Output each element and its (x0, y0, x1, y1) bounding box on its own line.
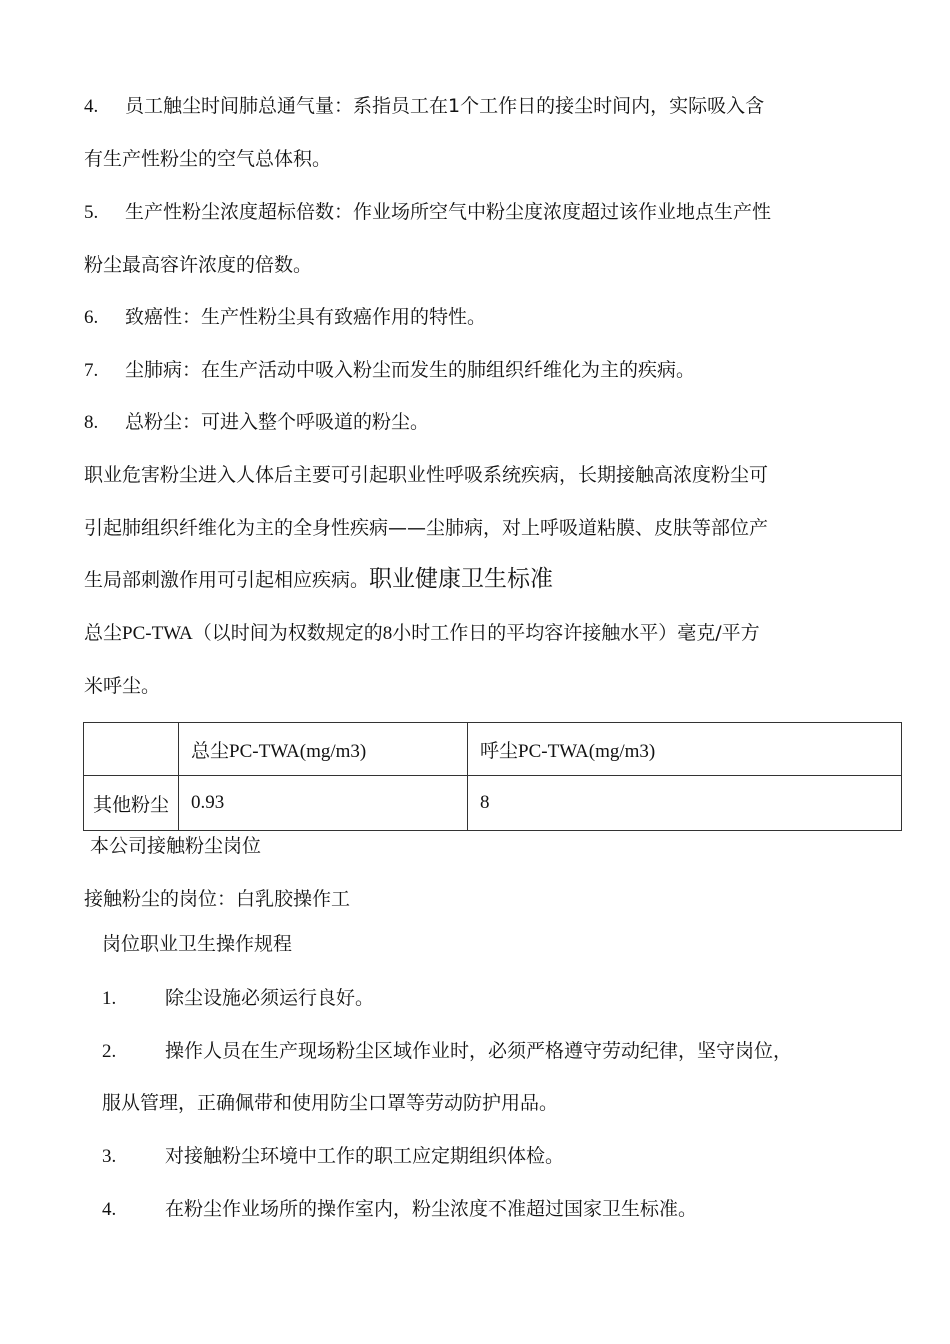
definition-text: 生产性粉尘浓度超标倍数：作业场所空气中粉尘度浓度超过该作业地点生产性 (125, 201, 772, 223)
header-cjk: 总尘 (191, 739, 230, 762)
definition-4-line-1 (84, 93, 764, 120)
pctwa-abbrev: PC-TWA (122, 623, 193, 644)
header-cjk: 呼尘 (480, 739, 519, 762)
hazard-paragraph-line-2: 引起肺组织纤维化为主的全身性疾病——尘肺病，对上呼吸道粘膜、皮肤等部位产 (84, 517, 769, 539)
dust-positions: 接触粉尘的岗位：白乳胶操作工 (84, 888, 351, 910)
procedure-text: 在粉尘作业场所的操作室内，粉尘浓度不准超过国家卫生标准。 (165, 1198, 698, 1220)
pctwa-text-c: （以时间为权数规定的 (192, 622, 383, 644)
procedure-1 (102, 985, 374, 1012)
procedure-text: 对接触粉尘环境中工作的职工应定期组织体检。 (165, 1145, 565, 1167)
pctwa-paragraph-line-1 (84, 620, 760, 647)
procedure-4 (102, 1196, 697, 1223)
definition-number: 6. (84, 307, 99, 328)
procedures-title: 岗位职业卫生操作规程 (102, 933, 293, 955)
procedure-number: 4. (102, 1199, 117, 1220)
procedure-number: 1. (102, 988, 117, 1009)
definition-7 (84, 357, 695, 384)
section-heading-health-standard: 职业健康卫生标准 (369, 566, 554, 592)
row-label: 其他粉尘 (84, 776, 179, 831)
definition-text: 总粉尘：可进入整个呼吸道的粉尘。 (125, 411, 430, 433)
header-latin: PC-TWA(mg/m3) (518, 740, 656, 762)
definition-5-line-1 (84, 199, 771, 226)
procedure-text: 操作人员在生产现场粉尘区域作业时，必须严格遵守劳动纪律，坚守岗位， (165, 1040, 793, 1062)
procedure-text: 除尘设施必须运行良好。 (165, 987, 375, 1009)
header-latin: PC-TWA(mg/m3) (229, 740, 367, 762)
pctwa-text-e: 小时工作日的平均容许接触水平）毫克/平方 (392, 622, 760, 644)
definition-number: 4. (84, 96, 99, 117)
definition-number: 7. (84, 360, 99, 381)
pctwa-text-a: 总尘 (84, 622, 123, 644)
table-header-respirable-dust (468, 723, 902, 776)
hazard-paragraph-line-1: 职业危害粉尘进入人体后主要可引起职业性呼吸系统疾病，长期接触高浓度粉尘可 (84, 464, 769, 486)
total-dust-value: 0.93 (179, 776, 468, 831)
dust-standard-table (83, 722, 902, 831)
table-header-empty (84, 723, 179, 776)
definition-number: 5. (84, 202, 99, 223)
pctwa-hours: 8 (382, 623, 393, 644)
definition-number: 8. (84, 412, 99, 433)
definition-6 (84, 304, 486, 331)
procedure-3 (102, 1143, 564, 1170)
table-row (84, 776, 902, 831)
table-header-total-dust (179, 723, 468, 776)
definition-5-line-2: 粉尘最高容许浓度的倍数。 (84, 254, 313, 276)
company-section-title: 本公司接触粉尘岗位 (90, 835, 262, 857)
definition-text: 致癌性：生产性粉尘具有致癌作用的特性。 (125, 306, 487, 328)
hazard-paragraph-text: 生局部刺激作用可引起相应疾病。 (84, 569, 370, 591)
definition-4-line-2: 有生产性粉尘的空气总体积。 (84, 148, 332, 170)
hazard-paragraph-line-3 (84, 566, 553, 593)
procedure-2-line-1 (102, 1038, 792, 1065)
procedure-number: 3. (102, 1146, 117, 1167)
definition-text: 员工触尘时间肺总通气量：系指员工在1个工作日的接尘时间内，实际吸入含 (125, 95, 765, 117)
table-header-row (84, 723, 902, 776)
definition-8 (84, 409, 429, 436)
procedure-number: 2. (102, 1041, 117, 1062)
respirable-dust-value: 8 (468, 776, 902, 831)
pctwa-paragraph-line-2: 米呼尘。 (84, 675, 161, 697)
procedure-2-line-2: 服从管理，正确佩带和使用防尘口罩等劳动防护用品。 (102, 1092, 559, 1114)
definition-text: 尘肺病：在生产活动中吸入粉尘而发生的肺组织纤维化为主的疾病。 (125, 359, 696, 381)
